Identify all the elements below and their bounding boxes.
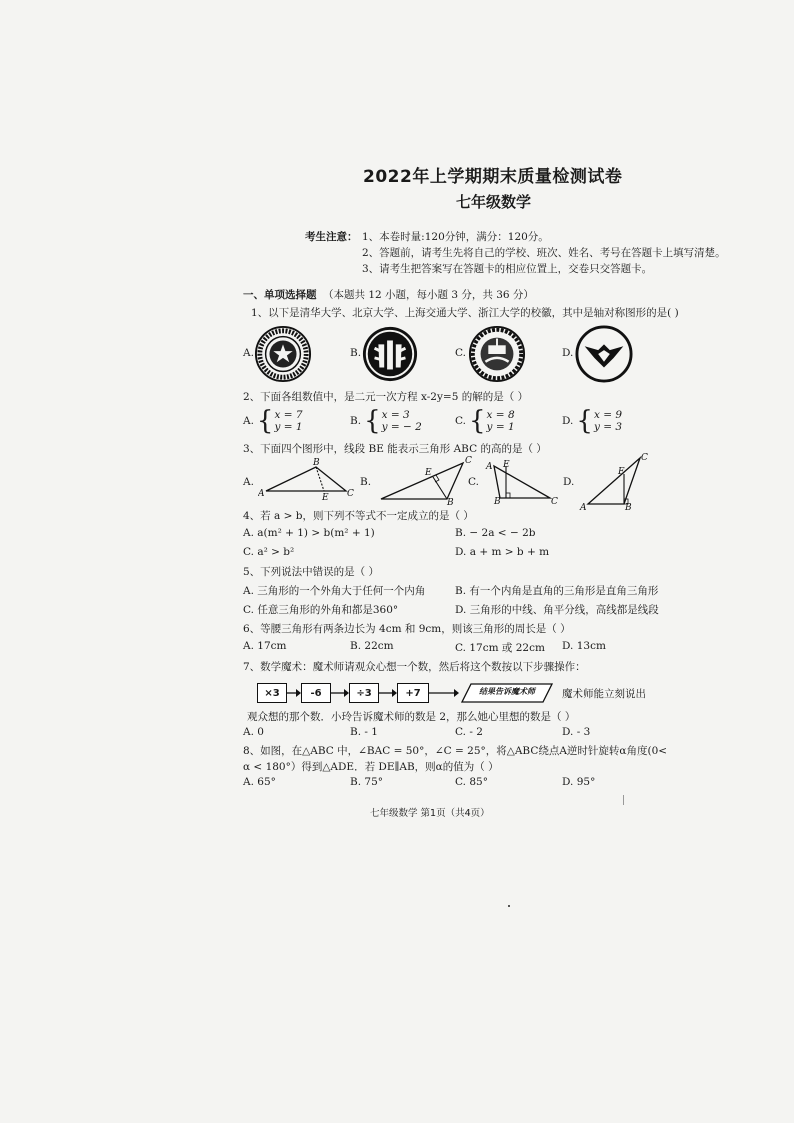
svg-text:C: C: [551, 497, 558, 504]
q2-option-a: A. { x = 7 y = 1: [243, 406, 303, 436]
tsinghua-emblem: [254, 325, 312, 383]
q8-option-c: C. 85°: [455, 776, 488, 788]
svg-text:B: B: [313, 458, 320, 468]
scan-speck: [623, 795, 624, 805]
q3-triangle-a: [258, 455, 358, 500]
q2-c-x: x = 8: [486, 409, 515, 421]
q2-b-x: x = 3: [381, 409, 410, 421]
arrow-icon: [379, 687, 397, 699]
q1-option-d: D.: [562, 347, 574, 359]
pku-emblem: [361, 325, 419, 383]
svg-text:B: B: [494, 497, 501, 504]
q5-option-d: D. 三角形的中线、角平分线，高线都是线段: [455, 604, 659, 616]
q6-option-c: C. 17cm 或 22cm: [455, 642, 545, 654]
q7-option-d: D. - 3: [562, 726, 591, 738]
q2-option-d: D. { x = 9 y = 3: [562, 406, 623, 436]
magic-step-4: +7: [397, 683, 429, 703]
question-5-text: 5、下列说法中错误的是（ ）: [243, 566, 380, 578]
q7-option-b: B. - 1: [350, 726, 378, 738]
zju-emblem: [575, 325, 633, 383]
svg-text:A: A: [580, 503, 587, 512]
magic-step-3: ÷3: [349, 683, 379, 703]
svg-text:A: A: [486, 462, 493, 472]
q2-option-d-label: D.: [562, 415, 574, 427]
magic-result-label: 结果告诉魔术师: [479, 687, 535, 696]
scan-speck: [508, 905, 510, 907]
question-1-text: 1、以下是清华大学、北京大学、上海交通大学、浙江大学的校徽，其中是轴对称图形的是( ): [251, 307, 679, 319]
question-8-line1: 8、如图，在△ABC 中，∠BAC = 50°，∠C = 25°，将△ABC绕点A逆时针旋转α角度(0<: [243, 745, 668, 757]
q2-option-b-label: B.: [350, 415, 362, 427]
question-2-text: 2、下面各组数值中，是二元一次方程 x-2y=5 的解的是（ ）: [243, 391, 529, 403]
notice-label: 考生注意：: [305, 231, 358, 243]
q5-option-c: C. 任意三角形的外角和都是360°: [243, 604, 399, 616]
magic-step-1: ×3: [257, 683, 287, 703]
q2-option-c: C. { x = 8 y = 1: [455, 406, 515, 436]
notice-item-1: 1、本卷时量:120分钟，满分：120分。: [362, 231, 549, 243]
q2-d-y: y = 3: [593, 421, 623, 433]
svg-text:B: B: [625, 503, 632, 512]
q2-c-y: y = 1: [486, 421, 515, 433]
svg-text:C: C: [641, 453, 648, 463]
q6-option-d: D. 13cm: [562, 640, 606, 652]
q2-a-y: y = 1: [274, 421, 303, 433]
q3-triangle-c: [480, 458, 560, 504]
q2-option-a-label: A.: [243, 415, 254, 427]
page-footer: 七年级数学 第1页（共4页）: [370, 808, 490, 819]
q5-option-b: B. 有一个内角是直角的三角形是直角三角形: [455, 585, 659, 597]
question-7-line2: 观众想的那个数．小玲告诉魔术师的数是 2，那么她心里想的数是（ ）: [247, 711, 576, 723]
svg-text:C: C: [347, 489, 354, 499]
q3-option-b: B.: [360, 476, 372, 488]
question-4-text: 4、若 a > b，则下列不等式不一定成立的是（ ）: [243, 510, 474, 522]
q2-option-c-label: C.: [455, 415, 466, 427]
svg-text:B: B: [447, 498, 454, 505]
q3-option-d: D.: [563, 476, 575, 488]
arrow-icon: [331, 687, 349, 699]
question-7-text: 7、数学魔术：魔术师请观众心想一个数，然后将这个数按以下步骤操作：: [243, 661, 586, 673]
q4-option-d: D. a + m > b + m: [455, 546, 550, 558]
q2-option-b: B. { x = 3 y = − 2: [350, 406, 422, 436]
exam-subtitle: 七年级数学: [456, 193, 532, 211]
q1-option-a: A.: [243, 347, 254, 359]
q2-d-x: x = 9: [593, 409, 623, 421]
q5-option-a: A. 三角形的一个外角大于任何一个内角: [243, 585, 426, 597]
svg-text:E: E: [322, 493, 329, 500]
svg-text:C: C: [465, 456, 472, 466]
q7-option-a: A. 0: [243, 726, 264, 738]
q8-option-a: A. 65°: [243, 776, 276, 788]
magic-step-2: -6: [301, 683, 331, 703]
q8-option-d: D. 95°: [562, 776, 596, 788]
question-6-text: 6、等腰三角形有两条边长为 4cm 和 9cm，则该三角形的周长是（ ）: [243, 623, 571, 635]
sjtu-emblem: [468, 325, 526, 383]
notice-item-2: 2、答题前，请考生先将自己的学校、班次、姓名、考号在答题卡上填写清楚。: [362, 247, 726, 259]
arrow-icon: [287, 687, 301, 699]
question-8-line2: α < 180°）得到△ADE．若 DE∥AB，则α的值为（ ）: [243, 761, 499, 773]
section-heading: 一、单项选择题: [243, 289, 317, 301]
q6-option-a: A. 17cm: [243, 640, 287, 652]
section-desc: （本题共 12 小题，每小题 3 分，共 36 分）: [323, 289, 534, 301]
q8-option-b: B. 75°: [350, 776, 384, 788]
q3-option-a: A.: [243, 476, 254, 488]
q3-triangle-d: [578, 452, 658, 512]
q2-a-x: x = 7: [274, 409, 303, 421]
q3-triangle-b: [375, 455, 475, 505]
q6-option-b: B. 22cm: [350, 640, 394, 652]
q4-option-c: C. a² > b²: [243, 546, 295, 558]
svg-text:E: E: [503, 460, 510, 470]
svg-text:E: E: [425, 468, 432, 478]
svg-text:A: A: [258, 489, 265, 499]
notice-item-3: 3、请考生把答案写在答题卡的相应位置上，交卷只交答题卡。: [362, 263, 653, 275]
q3-option-c: C.: [468, 476, 479, 488]
svg-text:E: E: [618, 467, 625, 477]
arrow-icon: [429, 687, 459, 699]
q1-option-b: B.: [350, 347, 362, 359]
exam-title: 2022年上学期期末质量检测试卷: [363, 167, 623, 187]
question-7-tail: 魔术师能立刻说出: [562, 688, 646, 700]
q2-b-y: y = − 2: [381, 421, 422, 433]
q4-option-b: B. − 2a < − 2b: [455, 527, 536, 539]
q4-option-a: A. a(m² + 1) > b(m² + 1): [243, 527, 375, 539]
q1-option-c: C.: [455, 347, 466, 359]
question-3-text: 3、下面四个图形中，线段 BE 能表示三角形 ABC 的高的是（ ）: [243, 443, 547, 455]
q7-option-c: C. - 2: [455, 726, 483, 738]
